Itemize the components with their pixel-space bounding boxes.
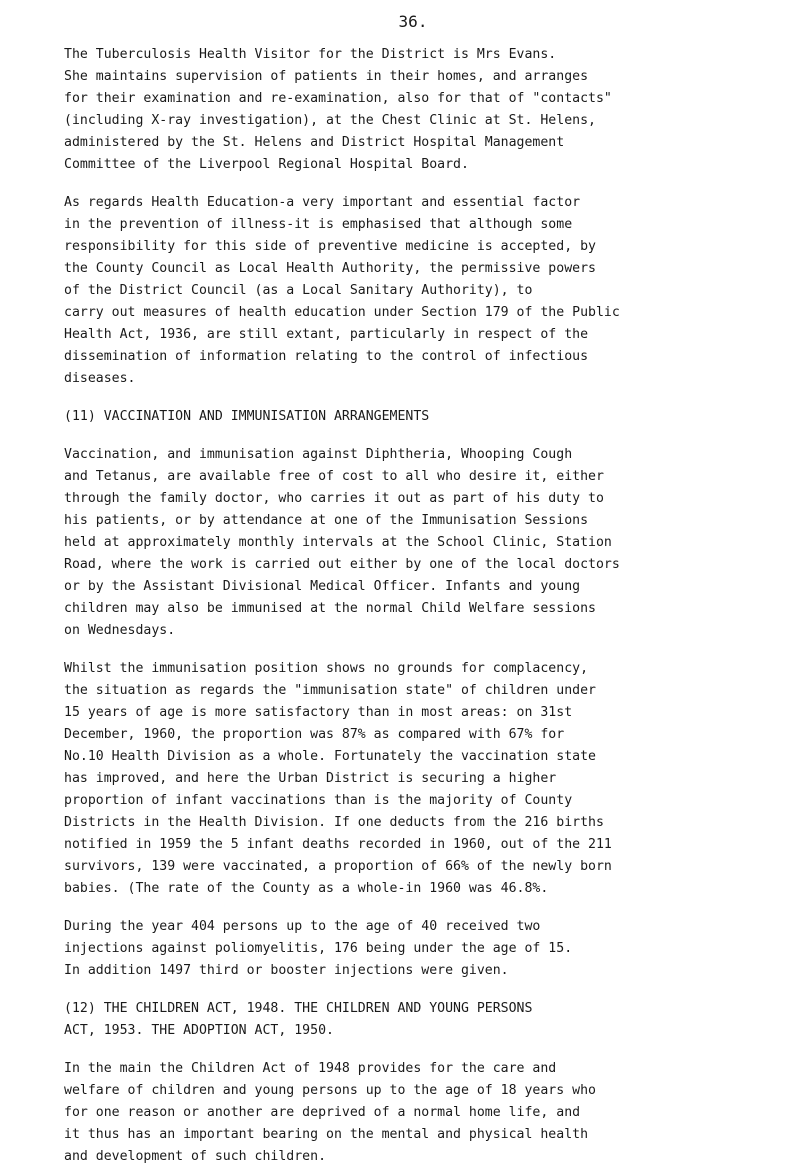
paragraph-children-act: In the main the Children Act of 1948 provides for the care and welfare of children and young persons up to the age of 18 years who for one reason or another are deprived of a normal home life, and it thus has an important bearing on the mental and physical health and development of such children. — [64, 1061, 596, 1164]
paragraph-immunisation-position: Whilst the immunisation position shows no grounds for complacency, the situation as regards the "immunisation state" of children under 15 years of age is more satisfactory than in most areas: on 31st December, 1960, the proportion was 87% as compared with 67% for No.10 Health Division as a whole. Fortunately the vaccination state has improved, and here the Urban District is securing a higher proportion of infant vaccinations than is the majority of County Districts in the Health Division. If one deducts from the 216 births notified in 1959 the 5 infant deaths recorded in 1960, out of the 211 survivors, 139 were vaccinated, a proportion of 66% of the newly born babies. (The rate of the County as a whole-in 1960 was 46.8%. — [64, 661, 612, 896]
section-heading-vaccination: (11) VACCINATION AND IMMUNISATION ARRANGEMENTS — [64, 409, 430, 424]
paragraph-health-education: As regards Health Education-a very important and essential factor in the prevention of illness-it is emphasised that although some responsibility for this side of preventive medicine is accepted, by the County Council as Local Health Authority, the permissive powers of the District Council (as a Local Sanitary Authority), to carry out measures of health education under Section 179 of the Public Health Act, 1936, are still extant, particularly in respect of the dissemination of information relating to the control of infectious diseases. — [64, 195, 620, 386]
paragraph-vaccination-availability: Vaccination, and immunisation against Diphtheria, Whooping Cough and Tetanus, are available free of cost to all who desire it, either through the family doctor, who carries it out as part of his duty to his patients, or by attendance at one of the Immunisation Sessions held at approximately monthly intervals at the School Clinic, Station Road, where the work is carried out either by one of the local doctors or by the Assistant Divisional Medical Officer. Infants and young children may also be immunised at the normal Child Welfare sessions on Wednesdays. — [64, 447, 620, 638]
page-number: 36. — [398, 12, 428, 31]
paragraph-poliomyelitis-injections: During the year 404 persons up to the age of 40 received two injections against poliomyelitis, 176 being under the age of 15. In addition 1497 third or booster injections were given. — [64, 919, 573, 978]
section-heading-children-act: (12) THE CHILDREN ACT, 1948. THE CHILDREN AND YOUNG PERSONS ACT, 1953. THE ADOPTION ACT, 1950. — [64, 1001, 533, 1038]
paragraph-tuberculosis-health-visitor: The Tuberculosis Health Visitor for the District is Mrs Evans. She maintains supervision of patients in their homes, and arranges for their examination and re-examination, also for that of "contacts" (including X-ray investigation), at the Chest Clinic at St. Helens, administered by the St. Helens and District Hospital Management Committee of the Liverpool Regional Hospital Board. — [64, 47, 612, 172]
